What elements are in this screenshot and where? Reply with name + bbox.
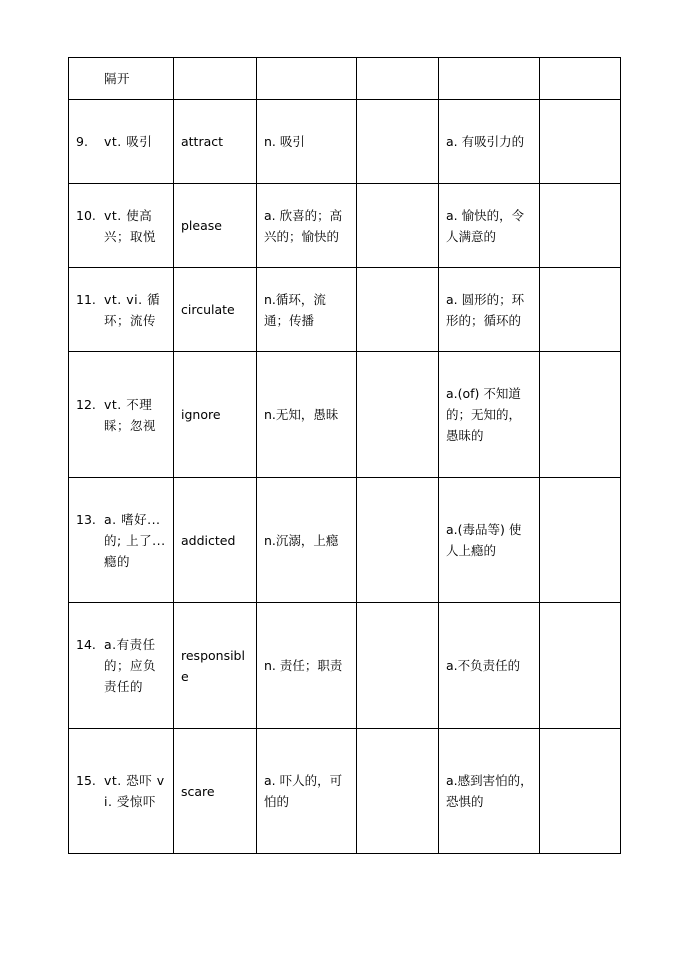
- note-cell: [540, 268, 621, 352]
- word-text: circulate: [181, 302, 235, 317]
- table-row: [69, 729, 621, 854]
- adjective-form-text: a.感到害怕的，恐惧的: [446, 773, 533, 809]
- adjective-form-text: a.不负责任的: [446, 658, 521, 673]
- definition-text: vt. 使高兴；取悦: [104, 207, 157, 244]
- word-cell: [174, 729, 257, 854]
- definition-cell: [69, 58, 174, 100]
- word-text: ignore: [181, 407, 221, 422]
- definition-cell: [69, 729, 174, 854]
- word-text: addicted: [181, 532, 236, 548]
- note-cell: [540, 184, 621, 268]
- note-cell: [540, 729, 621, 854]
- definition-cell: [69, 603, 174, 729]
- definition-text: a. 嗜好...的; 上了...瘾的: [104, 511, 166, 569]
- related-form-cell: [257, 100, 357, 184]
- blank-cell: [357, 603, 439, 729]
- table-row: [69, 100, 621, 184]
- adjective-form-text: a.(of) 不知道的；无知的，愚昧的: [446, 386, 522, 443]
- word-cell: [174, 603, 257, 729]
- definition-text: vt. 吸引: [104, 134, 153, 149]
- table-row: [69, 603, 621, 729]
- adjective-form-cell: [439, 100, 540, 184]
- definition-text: vt. 不理睬；忽视: [104, 396, 157, 433]
- definition-cell: [69, 352, 174, 478]
- row-number: 9.: [76, 134, 88, 149]
- word-cell: [174, 478, 257, 603]
- adjective-form-cell: [439, 603, 540, 729]
- related-form-cell: [257, 603, 357, 729]
- word-text: scare: [181, 783, 215, 799]
- table-row: [69, 268, 621, 352]
- note-cell: [540, 100, 621, 184]
- word-cell: [174, 268, 257, 352]
- table-row: [69, 478, 621, 603]
- adjective-form-cell: [439, 478, 540, 603]
- blank-cell: [357, 268, 439, 352]
- adjective-form-text: a. 愉快的，令人满意的: [446, 207, 525, 244]
- related-form-text: a. 欣喜的；高兴的；愉快的: [264, 207, 343, 244]
- adjective-form-cell: [439, 184, 540, 268]
- adjective-form-cell: [439, 352, 540, 478]
- blank-cell: [357, 352, 439, 478]
- note-cell: [540, 352, 621, 478]
- related-form-text: n.循环，流通；传播: [264, 291, 326, 328]
- definition-cell: [69, 184, 174, 268]
- related-form-cell: [257, 729, 357, 854]
- note-cell: [540, 58, 621, 100]
- related-form-text: n. 责任；职责: [264, 658, 343, 673]
- related-form-text: n. 吸引: [264, 134, 305, 149]
- adjective-form-text: a. 有吸引力的: [446, 134, 525, 149]
- definition-cell: [69, 100, 174, 184]
- row-number: 12.: [76, 396, 96, 412]
- note-cell: [540, 603, 621, 729]
- related-form-cell: [257, 184, 357, 268]
- note-cell: [540, 478, 621, 603]
- vocabulary-table: [68, 57, 621, 854]
- row-number: 14.: [76, 637, 96, 652]
- related-form-text: n.沉溺，上瘾: [264, 532, 339, 548]
- adjective-form-cell: [439, 58, 540, 100]
- row-number: 10.: [76, 207, 96, 223]
- adjective-form-text: a. 圆形的；环形的；循环的: [446, 291, 525, 328]
- table-row: [69, 352, 621, 478]
- adjective-form-text: a.(毒品等) 使人上瘾的: [446, 522, 522, 558]
- blank-cell: [357, 729, 439, 854]
- blank-cell: [357, 184, 439, 268]
- table-row: [69, 184, 621, 268]
- related-form-cell: [257, 478, 357, 603]
- definition-text: 隔开: [104, 71, 131, 86]
- related-form-cell: [257, 352, 357, 478]
- definition-text: a.有责任的；应负责任的: [104, 637, 157, 694]
- word-cell: [174, 100, 257, 184]
- row-number: 11.: [76, 291, 96, 307]
- word-text: please: [181, 218, 222, 233]
- table-row: [69, 58, 621, 100]
- word-cell: [174, 352, 257, 478]
- word-cell: [174, 58, 257, 100]
- blank-cell: [357, 58, 439, 100]
- related-form-cell: [257, 58, 357, 100]
- blank-cell: [357, 478, 439, 603]
- definition-cell: [69, 478, 174, 603]
- row-number: 15.: [76, 773, 96, 788]
- related-form-text: a. 吓人的，可怕的: [264, 773, 343, 809]
- related-form-text: n.无知，愚昧: [264, 407, 339, 422]
- adjective-form-cell: [439, 729, 540, 854]
- definition-text: vt. 恐吓 vi. 受惊吓: [104, 773, 165, 809]
- word-cell: [174, 184, 257, 268]
- definition-text: vt. vi. 循环；流传: [104, 291, 161, 328]
- definition-cell: [69, 268, 174, 352]
- blank-cell: [357, 100, 439, 184]
- word-text: attract: [181, 134, 224, 149]
- word-text: responsible: [181, 647, 245, 684]
- related-form-cell: [257, 268, 357, 352]
- row-number: 13.: [76, 511, 96, 527]
- adjective-form-cell: [439, 268, 540, 352]
